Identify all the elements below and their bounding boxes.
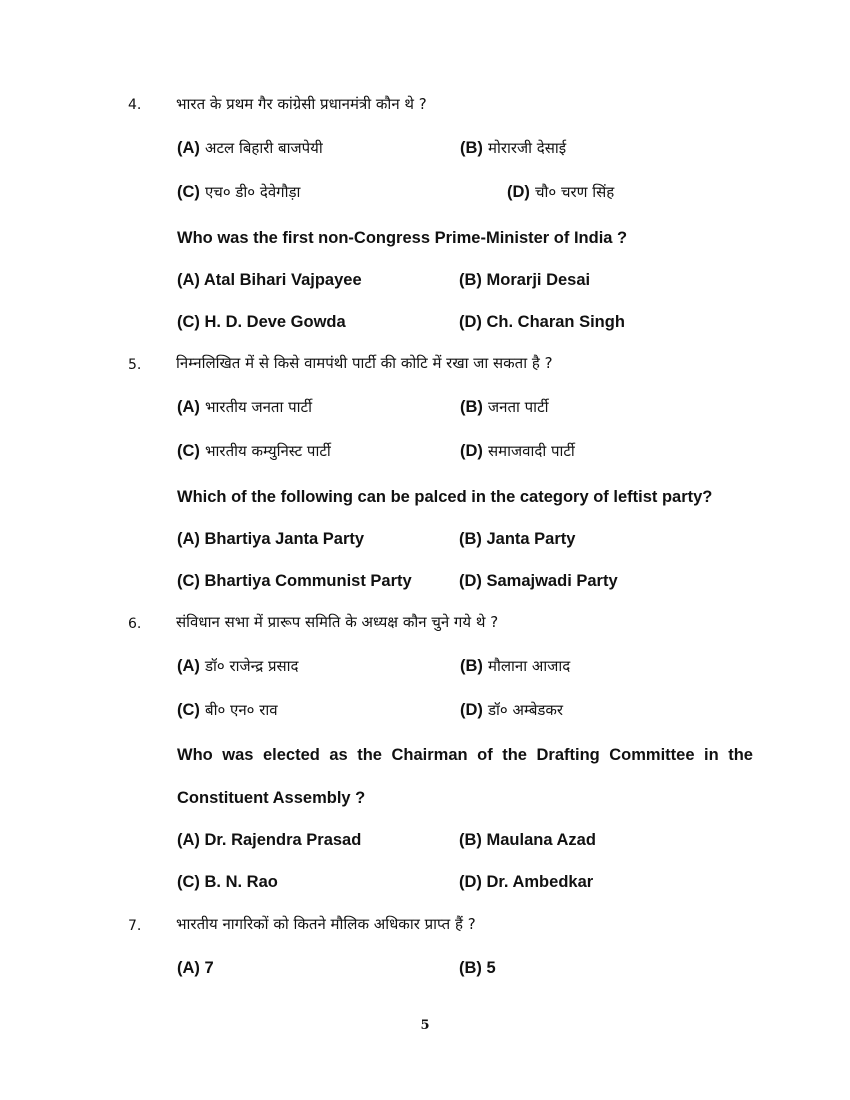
q4-option-b: (B) Morarji Desai (459, 271, 591, 289)
option-label: (D) (460, 442, 483, 460)
option-label: (C) (177, 701, 200, 719)
page-number: 5 (420, 1018, 430, 1033)
q5-option-c: (C) Bhartiya Communist Party (177, 572, 412, 590)
q6-option-b: (B) Maulana Azad (459, 831, 596, 849)
question-6-hindi: संविधान सभा में प्रारूप समिति के अध्यक्ष कौन चुने गये थे ? (176, 613, 499, 631)
q4-option-d: (D) Ch. Charan Singh (459, 313, 625, 331)
option-text: भारतीय कम्युनिस्ट पार्टी (205, 442, 331, 460)
q6-hindi-option-b (460, 656, 570, 676)
option-label: (B) (460, 657, 483, 675)
q5-option-a: (A) Bhartiya Janta Party (177, 530, 365, 548)
q6-option-c: (C) B. N. Rao (177, 873, 278, 891)
q5-hindi-option-b (460, 397, 549, 417)
question-6-number: 6. (128, 616, 142, 632)
option-label: (A) (177, 398, 200, 416)
option-text: बी० एन० राव (205, 701, 278, 719)
q6-option-a: (A) Dr. Rajendra Prasad (177, 831, 362, 849)
q4-hindi-option-b (460, 138, 566, 158)
q4-hindi-option-c (177, 182, 300, 202)
option-text: समाजवादी पार्टी (488, 442, 575, 460)
option-text: डॉ० अम्बेडकर (488, 701, 564, 719)
q6-hindi-option-d (460, 700, 563, 720)
q7-option-a: (A) 7 (177, 959, 214, 977)
option-text: डॉ० राजेन्द्र प्रसाद (205, 657, 299, 675)
q5-option-b: (B) Janta Party (459, 530, 576, 548)
question-5-english: Which of the following can be palced in the category of leftist party? (177, 488, 713, 506)
question-6-english-line1: Who was elected as the Chairman of the Drafting Committee in the (177, 746, 753, 764)
option-text: अटल बिहारी बाजपेयी (205, 139, 323, 157)
option-text: एच० डी० देवेगौड़ा (205, 183, 301, 201)
q6-option-d: (D) Dr. Ambedkar (459, 873, 594, 891)
option-label: (A) (177, 657, 200, 675)
q6-hindi-option-c (177, 700, 278, 720)
option-text: चौ० चरण सिंह (535, 183, 615, 201)
q4-hindi-option-d (507, 182, 614, 202)
q5-option-d: (D) Samajwadi Party (459, 572, 618, 590)
question-4-number: 4. (128, 97, 142, 113)
q4-option-a: (A) Atal Bihari Vajpayee (177, 271, 362, 289)
option-label: (D) (507, 183, 530, 201)
option-label: (C) (177, 183, 200, 201)
option-label: (A) (177, 139, 200, 157)
question-6-english-line2: Constituent Assembly ? (177, 789, 366, 807)
question-4-english: Who was the first non-Congress Prime-Minister of India ? (177, 229, 628, 247)
q4-hindi-option-a (177, 138, 323, 158)
option-text: मोरारजी देसाई (488, 139, 567, 157)
question-4-hindi: भारत के प्रथम गैर कांग्रेसी प्रधानमंत्री कौन थे ? (176, 95, 427, 113)
option-text: जनता पार्टी (488, 398, 549, 416)
option-label: (B) (460, 139, 483, 157)
q5-hindi-option-a (177, 397, 312, 417)
q5-hindi-option-d (460, 441, 575, 461)
question-5-hindi: निम्नलिखित में से किसे वामपंथी पार्टी की कोटि में रखा जा सकता है ? (176, 354, 553, 372)
q6-hindi-option-a (177, 656, 299, 676)
q4-option-c: (C) H. D. Deve Gowda (177, 313, 346, 331)
option-label: (B) (460, 398, 483, 416)
question-5-number: 5. (128, 357, 142, 373)
question-7-number: 7. (128, 918, 142, 934)
option-text: मौलाना आजाद (488, 657, 571, 675)
option-label: (D) (460, 701, 483, 719)
option-text: भारतीय जनता पार्टी (205, 398, 312, 416)
question-7-hindi: भारतीय नागरिकों को कितने मौलिक अधिकार प्राप्त हैं ? (176, 915, 476, 933)
q5-hindi-option-c (177, 441, 331, 461)
option-label: (C) (177, 442, 200, 460)
q7-option-b: (B) 5 (459, 959, 496, 977)
